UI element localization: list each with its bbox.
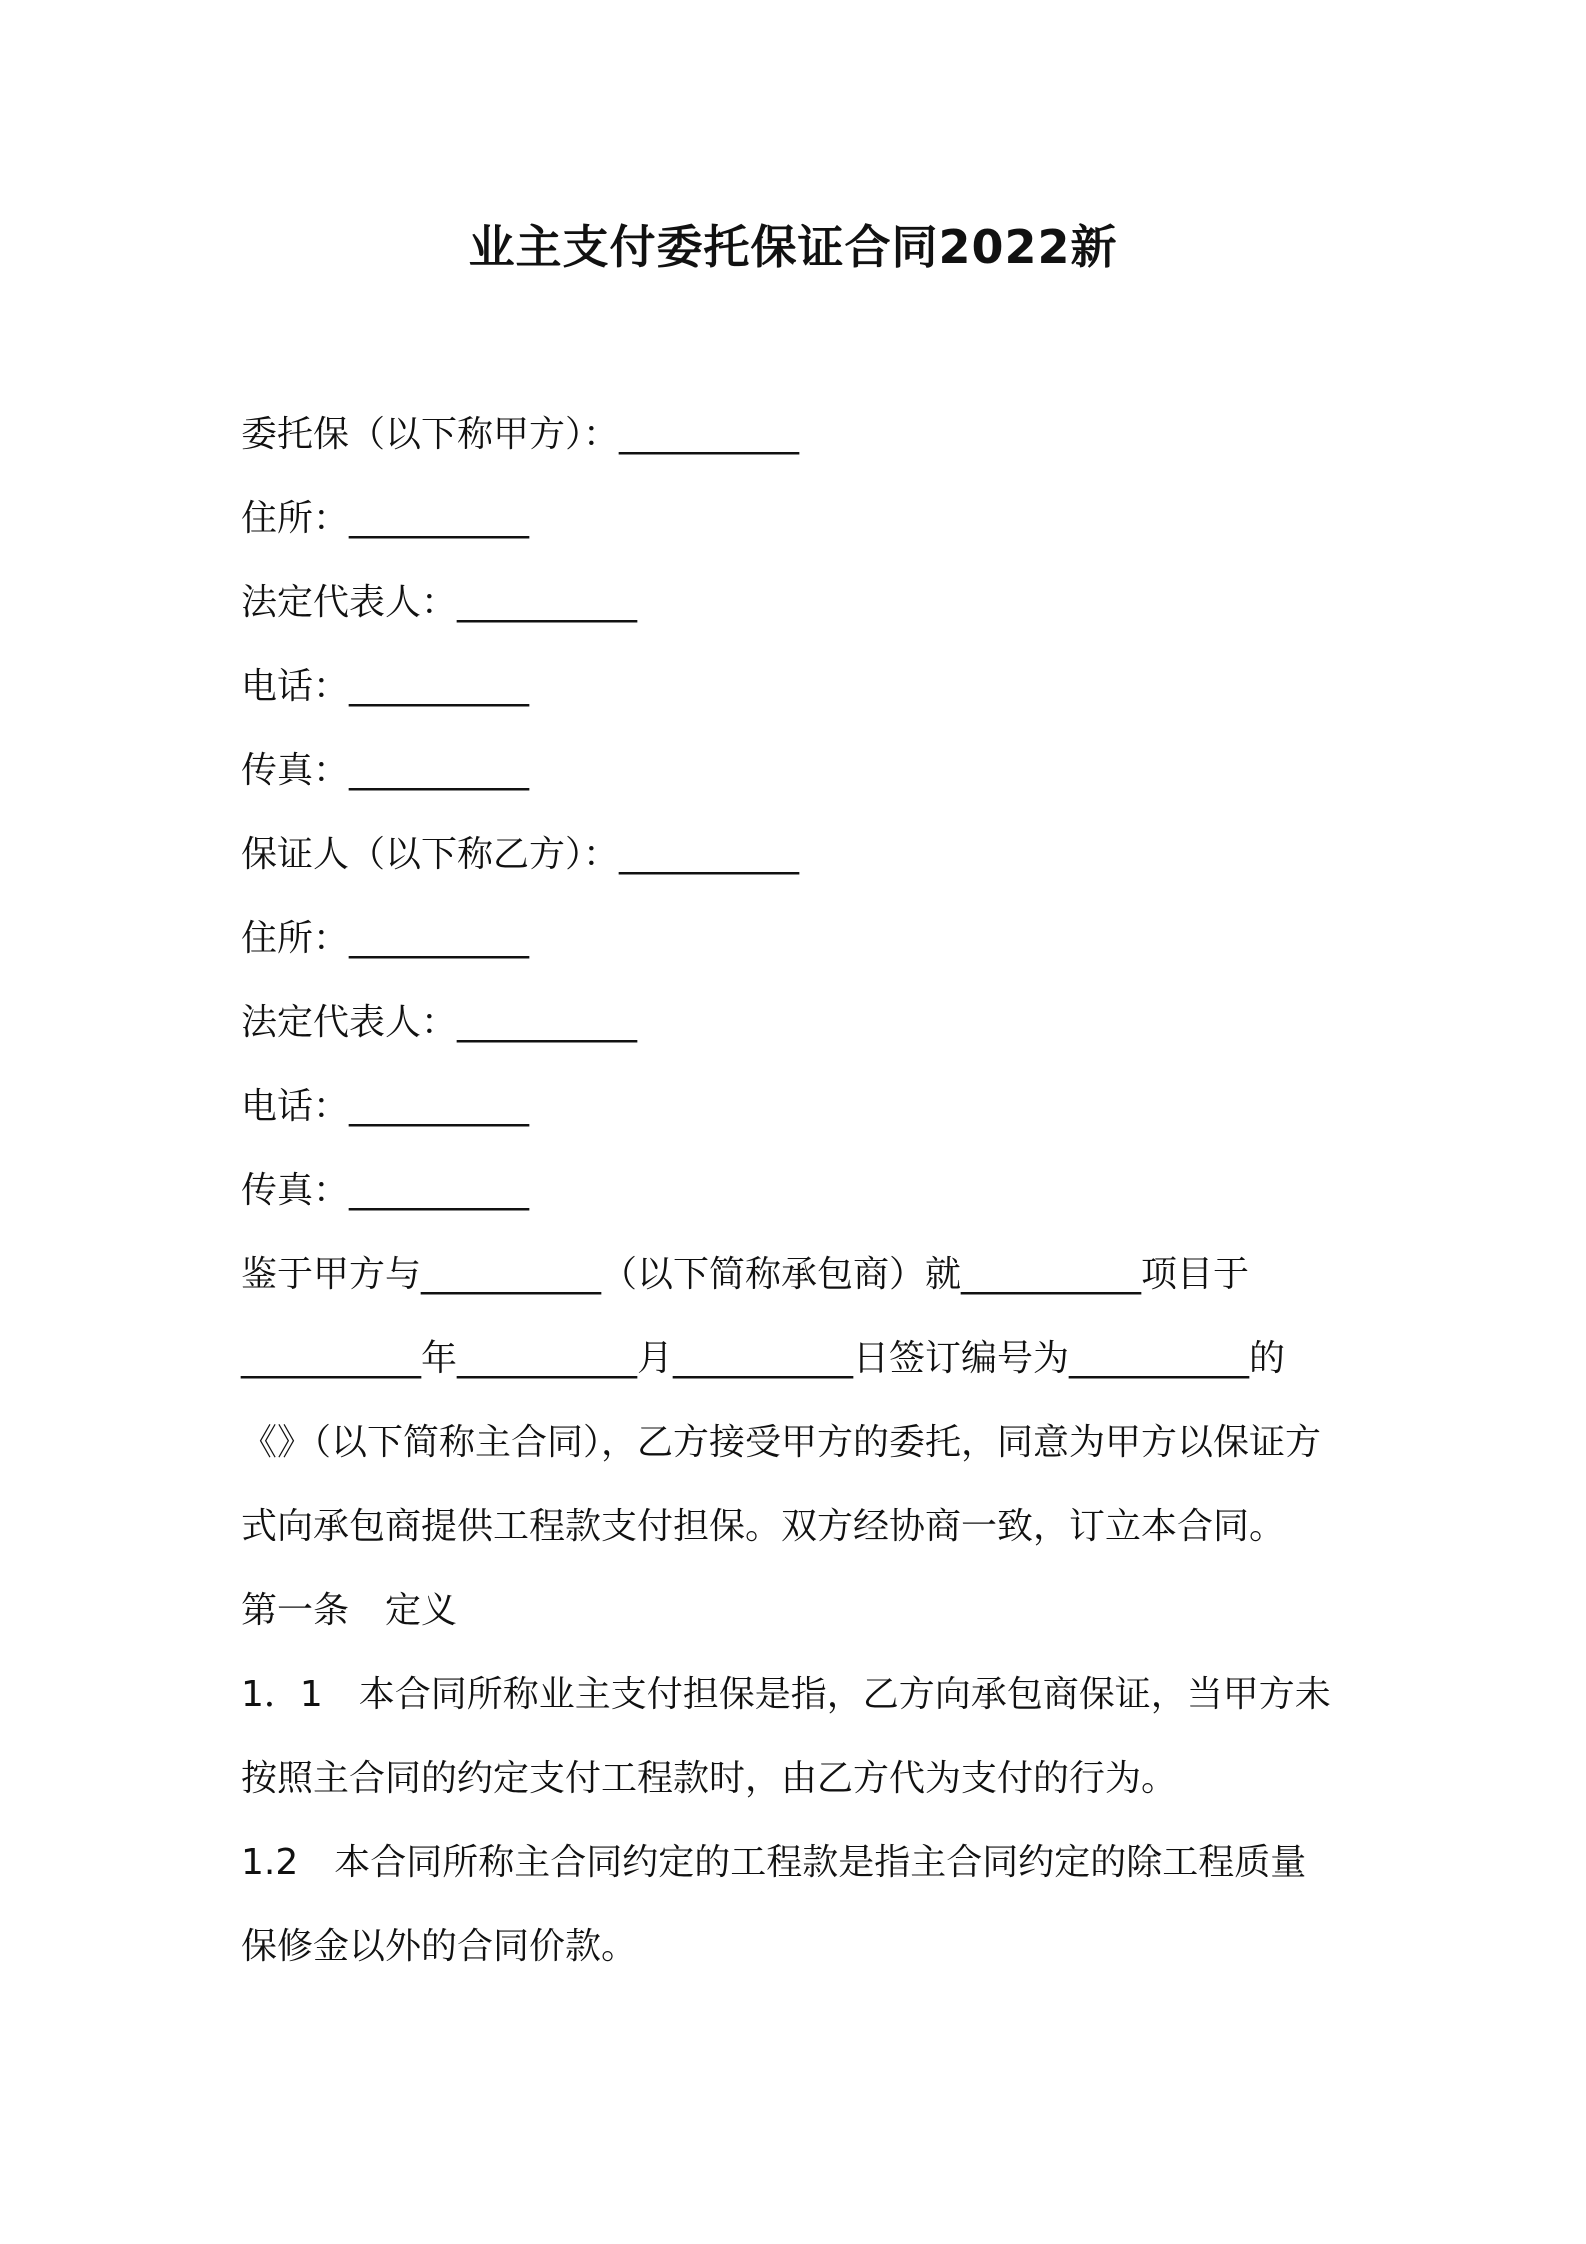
clause-1-2-line-2: 保修金以外的合同价款。 bbox=[241, 1926, 638, 1967]
party-a-fax-line: 传真：__________ bbox=[241, 750, 530, 791]
clause-1-2-line-1: 1.2 本合同所称主合同约定的工程款是指主合同约定的除工程质量 bbox=[241, 1842, 1307, 1883]
party-b-fax-line: 传真：__________ bbox=[241, 1170, 530, 1211]
recital-line-1: 鉴于甲方与__________（以下简称承包商）就__________项目于 bbox=[241, 1254, 1250, 1295]
document-title: 业主支付委托保证合同2022新 bbox=[468, 220, 1118, 274]
recital-line-3: 《》（以下简称主合同），乙方接受甲方的委托，同意为甲方以保证方 bbox=[241, 1422, 1322, 1463]
party-a-address-line: 住所：__________ bbox=[241, 498, 530, 539]
recital-line-2: __________年__________月__________日签订编号为__________的 bbox=[241, 1338, 1286, 1379]
party-b-name-line: 保证人（以下称乙方）：__________ bbox=[241, 834, 800, 875]
party-a-name-line: 委托保（以下称甲方）：__________ bbox=[241, 414, 800, 455]
recital-line-4: 式向承包商提供工程款支付担保。双方经协商一致，订立本合同。 bbox=[241, 1506, 1286, 1547]
party-a-representative-line: 法定代表人：__________ bbox=[241, 582, 638, 623]
party-b-phone-line: 电话：__________ bbox=[241, 1086, 530, 1127]
party-b-address-line: 住所：__________ bbox=[241, 918, 530, 959]
party-a-phone-line: 电话：__________ bbox=[241, 666, 530, 707]
clause-1-1-line-2: 按照主合同的约定支付工程款时，由乙方代为支付的行为。 bbox=[241, 1758, 1178, 1799]
party-b-representative-line: 法定代表人：__________ bbox=[241, 1002, 638, 1043]
clause-1-1-line-1: 1．1 本合同所称业主支付担保是指，乙方向承包商保证，当甲方未 bbox=[241, 1674, 1331, 1715]
article-1-heading: 第一条 定义 bbox=[241, 1590, 458, 1631]
